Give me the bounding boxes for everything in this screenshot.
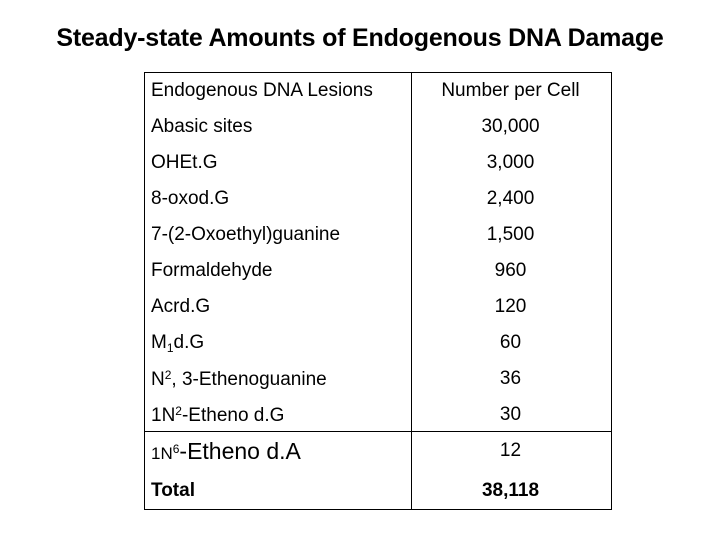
lesion-name: Abasic sites (151, 116, 253, 137)
lesion-count: 3,000 (486, 152, 535, 173)
table-row (145, 325, 610, 361)
table-row (145, 361, 610, 397)
lesion-count: 960 (494, 260, 527, 281)
table-row (145, 181, 610, 217)
page-title: Steady-state Amounts of Endogenous DNA Damage (56, 24, 664, 52)
lesions-table (144, 72, 612, 510)
lesion-name: 8-oxod.G (151, 188, 230, 209)
lesion-name: $N^2$, 3-Ethenoguanine (151, 367, 327, 390)
total-count: 38,118 (481, 480, 540, 501)
lesion-name: 7-(2-Oxoethyl)guanine (151, 224, 341, 245)
lesion-count: 60 (499, 332, 522, 353)
lesion-name: $1N^2$-Etheno d.G (151, 403, 285, 426)
table-total-row (145, 473, 610, 509)
lesion-count: 30 (499, 404, 522, 425)
table-row (145, 145, 610, 181)
table-row (145, 289, 610, 325)
lesion-count: 30,000 (481, 116, 540, 137)
total-label: Total (151, 480, 195, 501)
lesion-name: $M_1d.G$ (151, 331, 205, 355)
lesion-count: 36 (499, 368, 522, 389)
table-row (145, 217, 610, 253)
lesion-count: 120 (494, 296, 527, 317)
lesion-name: Formaldehyde (151, 260, 273, 281)
lesion-name: OHEt.G (151, 152, 218, 173)
lesion-count: 12 (499, 440, 522, 461)
table-row (145, 397, 610, 433)
lesion-count: 2,400 (486, 188, 535, 209)
lesion-name: Acrd.G (151, 296, 211, 317)
table-row (145, 109, 610, 145)
table-row (145, 433, 610, 469)
table-row (145, 253, 610, 289)
header-lesions: Endogenous DNA Lesions (151, 80, 373, 101)
header-number: Number per Cell (441, 80, 580, 101)
lesion-name: $1N^6$-Etheno d.A (151, 437, 301, 464)
lesion-count: 1,500 (486, 224, 535, 245)
table-header-row (145, 73, 610, 109)
